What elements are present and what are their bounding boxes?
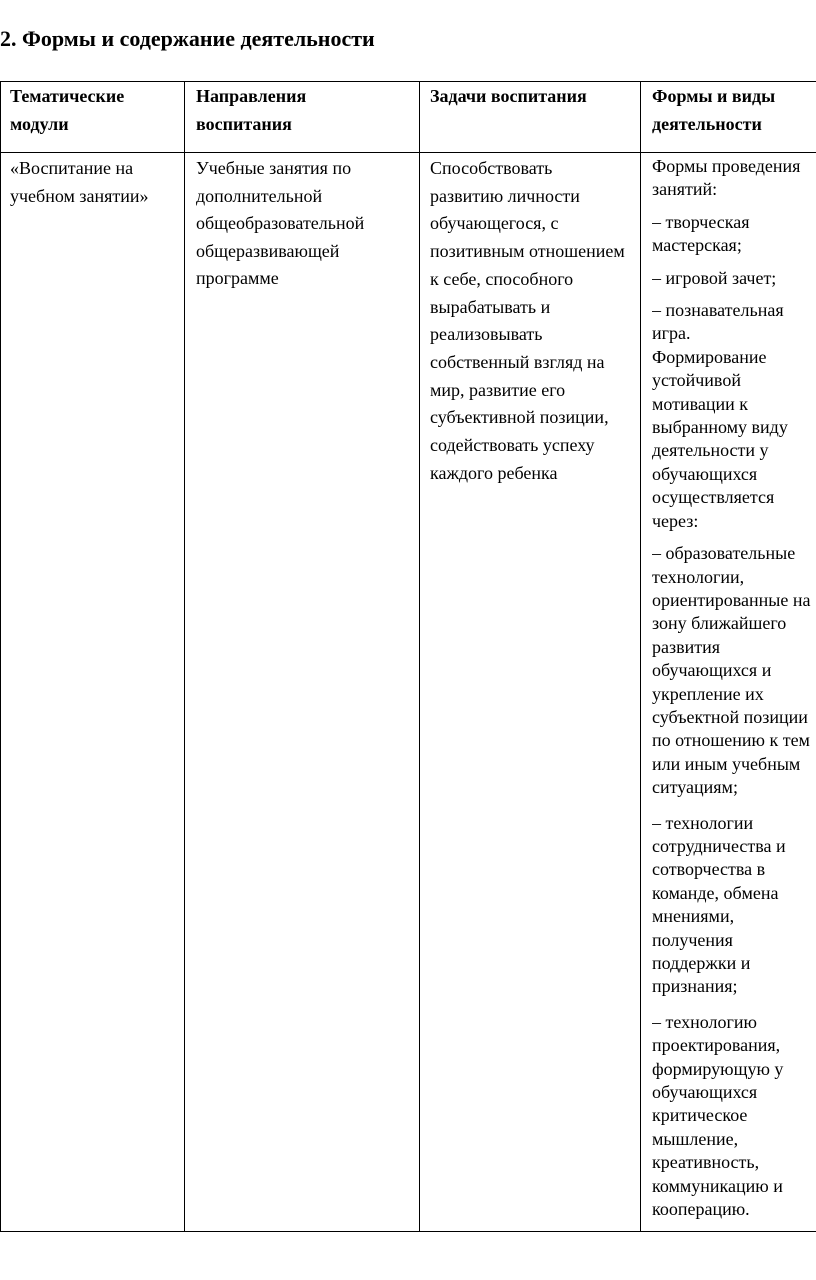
forms-text-line: мышление, bbox=[652, 1128, 739, 1149]
forms-text-line: – образовательные bbox=[652, 543, 796, 564]
forms-text-line: критическое bbox=[652, 1105, 748, 1126]
forms-text-line: субъектной позиции bbox=[652, 706, 808, 727]
forms-text-line: ситуациям; bbox=[652, 777, 738, 798]
forms-text-line: коммуникацию и bbox=[652, 1175, 783, 1196]
forms-text-line: – технологии bbox=[652, 812, 754, 833]
header-modules: Тематические модули bbox=[10, 86, 125, 134]
header-forms: Формы и виды деятельности bbox=[652, 86, 776, 134]
forms-text-line: осуществляется bbox=[652, 487, 775, 508]
forms-text-line: или иным учебным bbox=[652, 753, 801, 774]
forms-text-line: технологии, bbox=[652, 566, 745, 587]
forms-item-workshop: – творческая bbox=[652, 211, 750, 232]
forms-text-line: ориентированные на bbox=[652, 589, 811, 610]
forms-intro-line: занятий: bbox=[652, 179, 718, 200]
table-col-divider-2 bbox=[419, 81, 420, 1232]
forms-motivation-text bbox=[652, 346, 816, 533]
forms-text-line: выбранному виду bbox=[652, 417, 788, 438]
forms-text-line: Формирование bbox=[652, 346, 767, 367]
forms-tech-projecting bbox=[652, 1011, 816, 1222]
forms-text-line: – технологию bbox=[652, 1011, 757, 1032]
table-col-divider-3 bbox=[640, 81, 641, 1232]
forms-text-line: по отношению к тем bbox=[652, 730, 810, 751]
forms-text-line: креативность, bbox=[652, 1152, 760, 1173]
forms-cell bbox=[652, 155, 816, 1227]
forms-text-line: обучающихся и bbox=[652, 660, 772, 681]
forms-item-workshop: мастерская; bbox=[652, 235, 742, 256]
forms-text-line: кооперацию. bbox=[652, 1199, 750, 1220]
forms-text-line: укрепление их bbox=[652, 683, 764, 704]
table-header-divider bbox=[0, 152, 816, 153]
forms-text-line: формирующую у bbox=[652, 1058, 784, 1079]
forms-text-line: сотворчества в bbox=[652, 859, 766, 880]
forms-text-line: развития bbox=[652, 636, 721, 657]
forms-text-line: обучающихся bbox=[652, 1082, 758, 1103]
header-tasks: Задачи воспитания bbox=[430, 86, 587, 106]
section-title: 2. Формы и содержание деятельности bbox=[0, 26, 375, 51]
forms-text-line: проектирования, bbox=[652, 1035, 781, 1056]
forms-item-cognitive-game: игра. bbox=[652, 323, 691, 344]
forms-tech-cooperation bbox=[652, 812, 816, 999]
forms-text-line: устойчивой bbox=[652, 370, 741, 391]
forms-intro-line: Формы проведения bbox=[652, 156, 801, 176]
forms-item-cognitive-game: – познавательная bbox=[652, 300, 784, 321]
direction-cell: Учебные занятия по дополнительной общеобразовательной общеразвивающей программе bbox=[196, 158, 365, 289]
forms-text-line: поддержки и bbox=[652, 953, 751, 973]
forms-text-line: признания; bbox=[652, 976, 738, 997]
forms-text-line: зону ближайшего bbox=[652, 613, 787, 634]
forms-item-game-test: – игровой зачет; bbox=[652, 267, 777, 288]
module-cell: «Воспитание на учебном занятии» bbox=[10, 158, 149, 206]
forms-text-line: деятельности у bbox=[652, 440, 769, 461]
tasks-cell: Способствовать развитию личности обучающегося, с позитивным отношением к себе, способного вырабатывать и реализовывать собственный взгляд на мир, развитие его субъективной позиции, содействовать успеху каждого ребенка bbox=[430, 158, 625, 483]
forms-text-line: через: bbox=[652, 510, 699, 531]
forms-text-line: мотивации к bbox=[652, 393, 749, 414]
table-border-bottom bbox=[0, 1231, 816, 1232]
forms-text-line: получения bbox=[652, 929, 733, 950]
table-col-divider-1 bbox=[184, 81, 185, 1232]
table-border-left bbox=[0, 81, 1, 1232]
header-directions: Направления воспитания bbox=[196, 86, 307, 134]
table-border-top bbox=[0, 81, 816, 82]
forms-text-line: сотрудничества и bbox=[652, 835, 786, 856]
forms-tech-educational bbox=[652, 542, 816, 799]
forms-text-line: обучающихся bbox=[652, 463, 758, 484]
forms-text-line: мнениями, bbox=[652, 906, 735, 927]
forms-text-line: команде, обмена bbox=[652, 882, 779, 903]
